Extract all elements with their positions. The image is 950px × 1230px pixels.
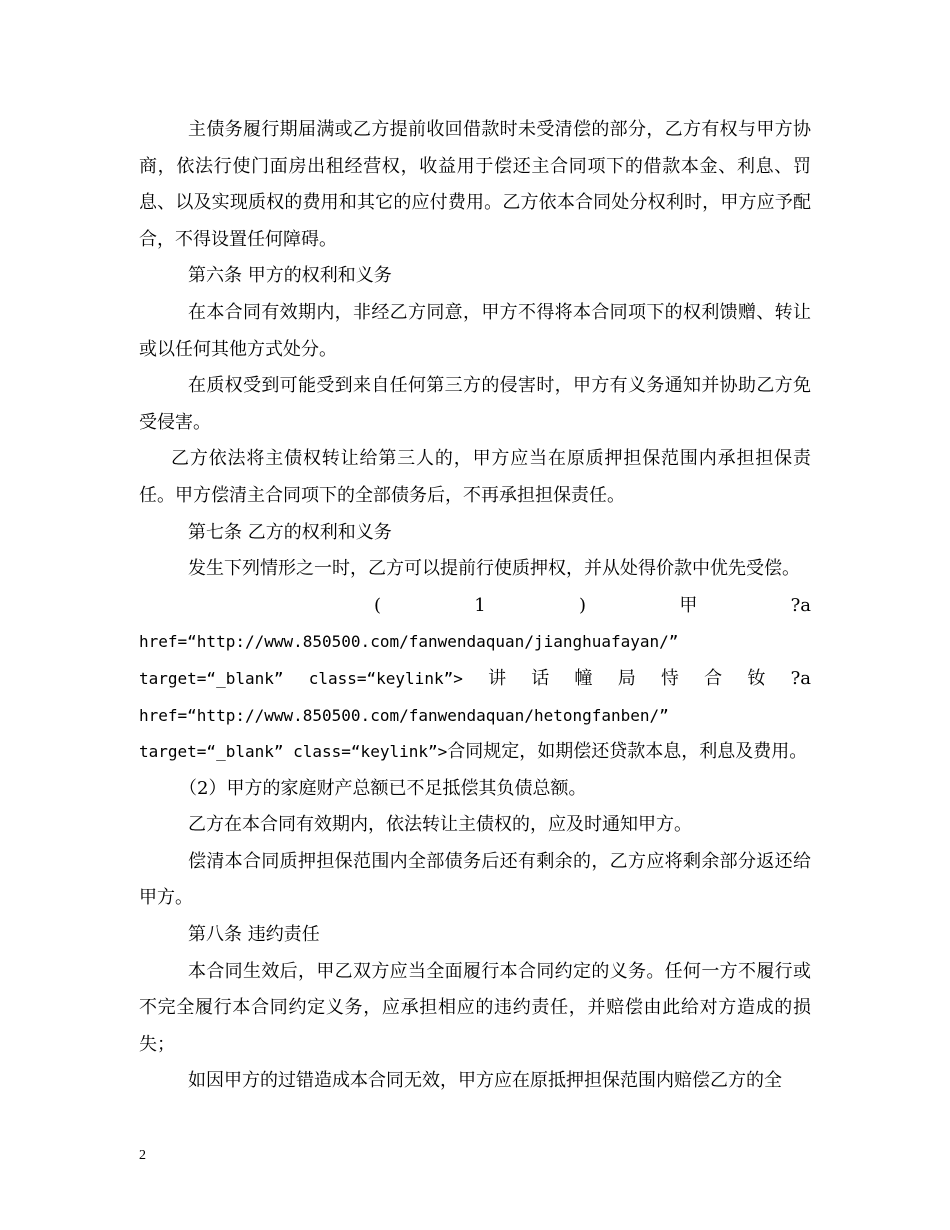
spread-token: 话 — [531, 667, 550, 689]
page-number: 2 — [139, 1148, 146, 1163]
spread-token: ?a — [790, 594, 811, 616]
spread-token: 幢 — [574, 667, 593, 689]
spread-token: 钕 — [747, 667, 766, 689]
garbled-text: 合同规定，如期偿还贷款本息，利息及费用。 — [447, 741, 808, 763]
heading-article-8: 第八条 违约责任 — [188, 924, 320, 946]
garbled-href-line-2: href=“http://www.850500.com/fanwendaquan/hetongfanben/” — [139, 705, 669, 725]
spread-token: 1 — [474, 594, 486, 616]
spread-token: class=“keylink”> — [308, 668, 463, 688]
heading-article-7: 第七条 乙方的权利和义务 — [188, 521, 392, 543]
spread-token: 甲 — [679, 594, 698, 616]
spread-token: ?a — [790, 667, 811, 689]
paragraph-transfer-notice: 乙方在本合同有效期内，依法转让主债权的，应及时通知甲方。 — [188, 814, 692, 836]
paragraph-no-transfer: 在本合同有效期内，非经乙方同意，甲方不得将本合同项下的权利馈赠、转让或以任何其他方式处分。 — [139, 301, 811, 360]
spread-token: 局 — [617, 667, 636, 689]
paragraph-infringement-notice: 在质权受到可能受到来自任何第三方的侵害时，甲方有义务通知并协助乙方免受侵害。 — [139, 375, 811, 433]
paragraph-insufficient-assets: （2）甲方的家庭财产总额已不足抵偿其负债总额。 — [179, 777, 587, 799]
spread-token: ) — [579, 594, 587, 616]
paragraph-creditor-transfer: 乙方依法将主债权转让给第三人的，甲方应当在原质押担保范围内承担担保责任。甲方偿清主合同项下的全部债务后，不再承担担保责任。 — [139, 448, 811, 506]
heading-article-6: 第六条 甲方的权利和义务 — [188, 265, 392, 287]
garbled-code: target=“_blank” class=“keylink”> — [139, 742, 448, 762]
spread-token: target=“_blank” — [139, 668, 284, 688]
garbled-line-3 — [139, 661, 811, 698]
spread-token: 合 — [704, 667, 723, 689]
paragraph-early-enforcement: 发生下列情形之一时，乙方可以提前行使质押权，并从处得价款中优先受偿。 — [188, 558, 800, 580]
garbled-line-1 — [139, 588, 811, 625]
spread-token: 恃 — [660, 667, 679, 689]
spread-token: 讲 — [488, 667, 507, 689]
garbled-href-line-1: href=“http://www.850500.com/fanwendaquan/jianghuafayan/” — [139, 632, 679, 652]
paragraph-pledge-disposal: 主债务履行期届满或乙方提前收回借款时未受清偿的部分，乙方有权与甲方协商，依法行使门面房出租经营权，收益用于偿还主合同项下的借款本金、利息、罚息、以及实现质权的费用和其它的应付费用。乙方依本合同处分权利时，甲方应予配合，不得设置任何障碍。 — [139, 119, 811, 250]
paragraph-party-a-fault: 如因甲方的过错造成本合同无效，甲方应在原抵押担保范围内赔偿乙方的全 — [188, 1070, 782, 1092]
paragraph-breach-liability: 本合同生效后，甲乙双方应当全面履行本合同约定的义务。任何一方不履行或不完全履行本合同约定义务，应承担相应的违约责任，并赔偿由此给对方造成的损失； — [139, 960, 811, 1055]
spread-token: ( — [374, 594, 382, 616]
document-body — [139, 112, 811, 1100]
paragraph-surplus-return: 偿清本合同质押担保范围内全部债务后还有剩余的，乙方应将剩余部分返还给甲方。 — [139, 850, 811, 909]
garbled-contract-line — [139, 734, 811, 771]
